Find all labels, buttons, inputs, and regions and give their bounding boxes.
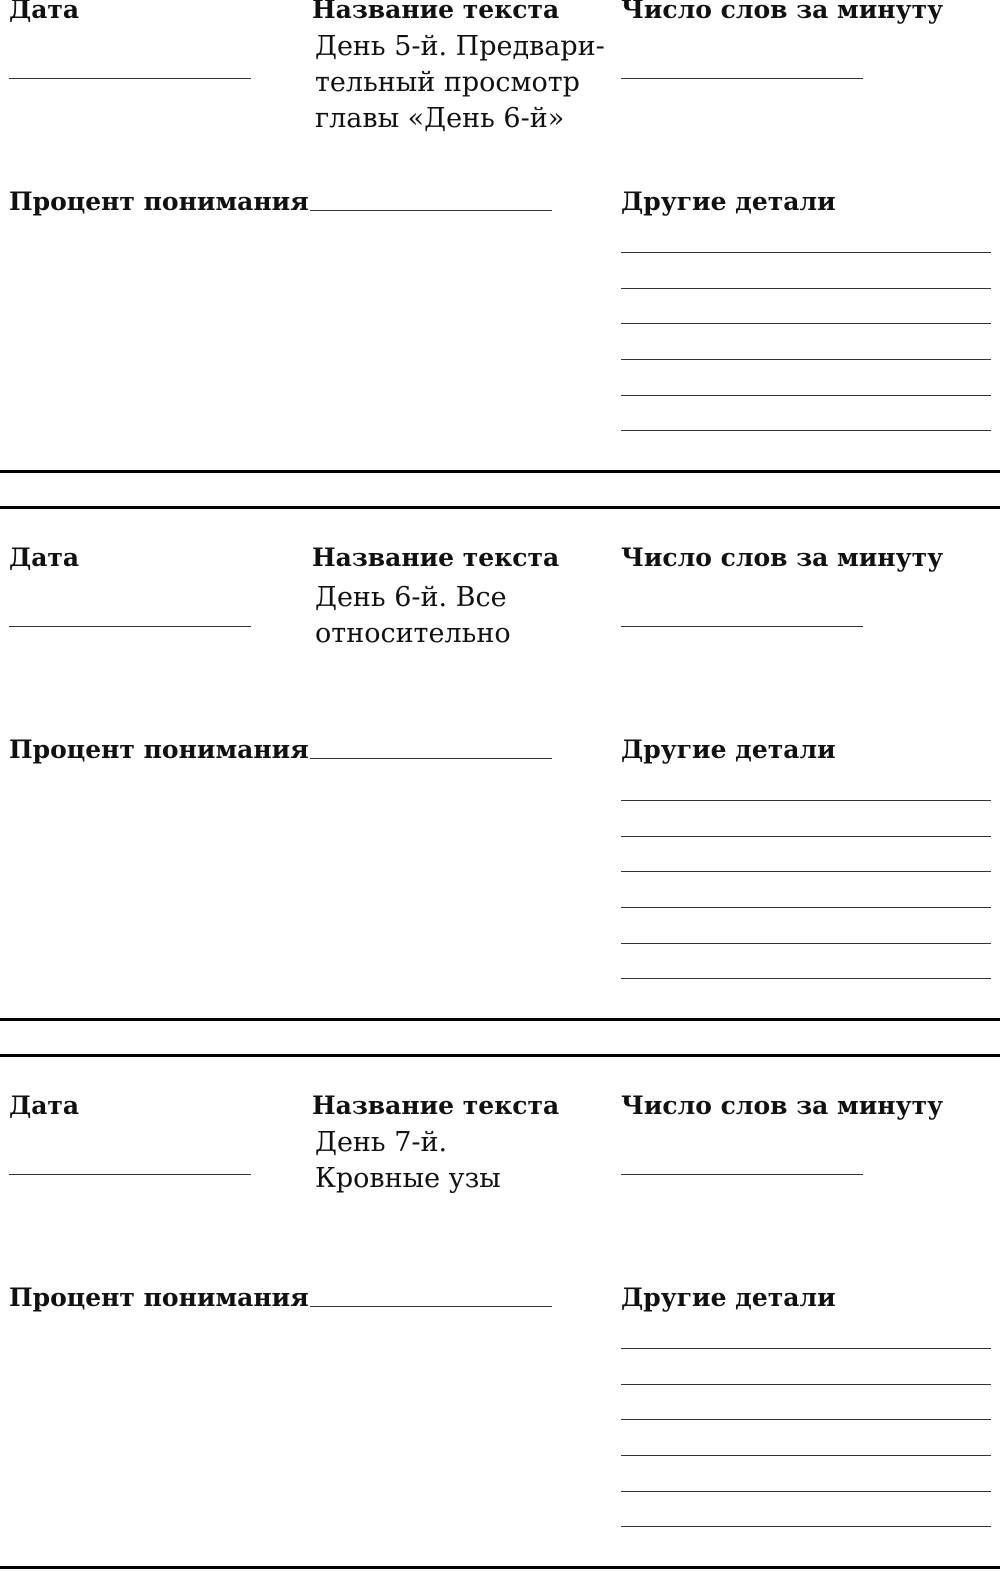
details-line-5[interactable] [621,1491,991,1492]
details-line-6[interactable] [621,978,991,979]
date-field[interactable] [9,78,251,79]
section-divider [0,1018,1000,1021]
details-line-4[interactable] [621,907,991,908]
wpm-label: Число слов за минуту [621,543,944,572]
wpm-field[interactable] [621,78,863,79]
text-title: День 6-й. Все относительно [315,582,511,649]
reading-log-entry-1 [0,0,1000,424]
section-divider [0,470,1000,473]
text-title: День 5-й. Предвари- тельный просмотр главы «День 6-й» [315,31,605,134]
details-line-2[interactable] [621,288,991,289]
details-line-3[interactable] [621,1419,991,1420]
details-label: Другие детали [621,1283,836,1312]
wpm-label: Число слов за минуту [621,1091,944,1120]
details-line-1[interactable] [621,800,991,801]
date-label: Дата [9,1091,80,1120]
comprehension-label: Процент понимания [9,735,309,764]
date-field[interactable] [9,626,251,627]
comprehension-label: Процент понимания [9,1283,309,1312]
details-line-3[interactable] [621,323,991,324]
details-line-6[interactable] [621,430,991,431]
comprehension-field[interactable] [310,1306,552,1307]
details-label: Другие детали [621,735,836,764]
wpm-label: Число слов за минуту [621,0,944,24]
comprehension-field[interactable] [310,758,552,759]
date-field[interactable] [9,1174,251,1175]
details-line-4[interactable] [621,359,991,360]
section-divider [0,506,1000,509]
details-line-2[interactable] [621,1384,991,1385]
details-line-5[interactable] [621,943,991,944]
text-title: День 7-й. Кровные узы [315,1127,501,1194]
wpm-field[interactable] [621,626,863,627]
details-line-3[interactable] [621,871,991,872]
details-label: Другие детали [621,187,836,216]
details-line-5[interactable] [621,395,991,396]
title-label: Название текста [312,543,560,572]
title-label: Название текста [312,0,560,24]
wpm-field[interactable] [621,1174,863,1175]
comprehension-field[interactable] [310,210,552,211]
details-line-1[interactable] [621,1348,991,1349]
title-label: Название текста [312,1091,560,1120]
section-divider [0,1566,1000,1569]
date-label: Дата [9,0,80,24]
details-line-1[interactable] [621,252,991,253]
reading-log-entry-2 [0,532,1000,972]
details-line-2[interactable] [621,836,991,837]
date-label: Дата [9,543,80,572]
details-line-6[interactable] [621,1526,991,1527]
section-divider [0,1054,1000,1057]
details-line-4[interactable] [621,1455,991,1456]
reading-log-entry-3 [0,1080,1000,1520]
comprehension-label: Процент понимания [9,187,309,216]
